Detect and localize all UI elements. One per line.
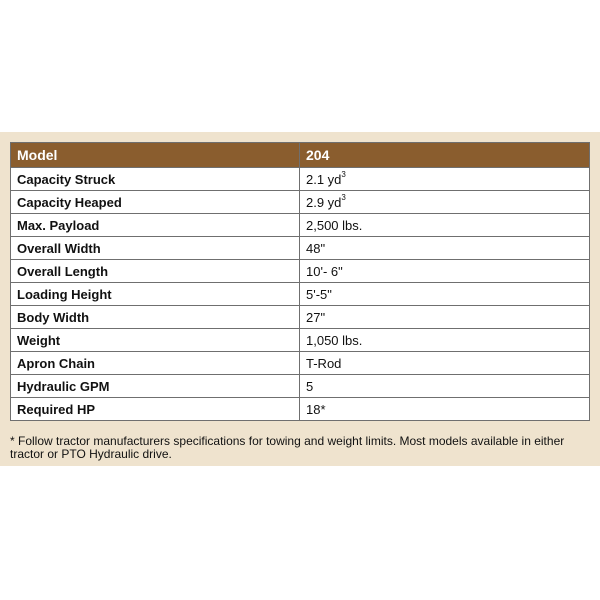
- row-value: 5: [300, 375, 590, 398]
- table-row: [11, 260, 590, 283]
- row-value: 18*: [300, 398, 590, 421]
- table-row: [11, 283, 590, 306]
- row-value: 1,050 lbs.: [300, 329, 590, 352]
- row-label: Weight: [11, 329, 300, 352]
- table-row: [11, 352, 590, 375]
- row-value: 2,500 lbs.: [300, 214, 590, 237]
- table-row: [11, 191, 590, 214]
- row-value: 27": [300, 306, 590, 329]
- header-model-value: 204: [300, 143, 590, 168]
- table-row: [11, 375, 590, 398]
- table-row: [11, 398, 590, 421]
- row-label: Capacity Heaped: [11, 191, 300, 214]
- footnote: * Follow tractor manufacturers specifications for towing and weight limits. Most models available in either tractor or PTO Hydraulic drive.: [10, 434, 565, 461]
- header-model-label: Model: [11, 143, 300, 168]
- row-value: 2.9 $yd^3$: [300, 191, 590, 214]
- row-label: Overall Length: [11, 260, 300, 283]
- row-value: 48": [300, 237, 590, 260]
- row-value: 10'- 6": [300, 260, 590, 283]
- table-header-row: [11, 143, 590, 168]
- table-row: [11, 168, 590, 191]
- row-label: Overall Width: [11, 237, 300, 260]
- row-value: 2.1 $yd^3$: [300, 168, 590, 191]
- table-row: [11, 329, 590, 352]
- row-label: Body Width: [11, 306, 300, 329]
- table-row: [11, 237, 590, 260]
- spec-table: [10, 142, 590, 421]
- row-label: Max. Payload: [11, 214, 300, 237]
- table-row: [11, 306, 590, 329]
- table-row: [11, 214, 590, 237]
- row-label: Apron Chain: [11, 352, 300, 375]
- row-value: 5'-5": [300, 283, 590, 306]
- row-label: Hydraulic GPM: [11, 375, 300, 398]
- row-label: Loading Height: [11, 283, 300, 306]
- row-label: Capacity Struck: [11, 168, 300, 191]
- row-label: Required HP: [11, 398, 300, 421]
- row-value: T-Rod: [300, 352, 590, 375]
